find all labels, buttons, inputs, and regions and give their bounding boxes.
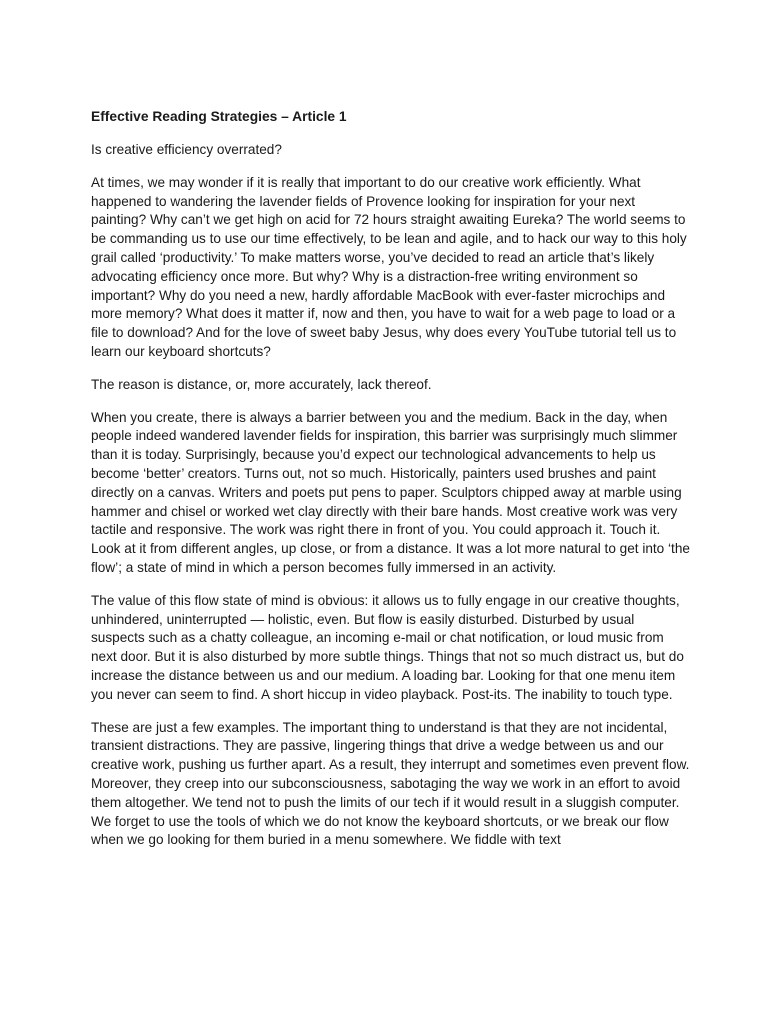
document-subtitle: Is creative efficiency overrated? xyxy=(91,142,282,157)
paragraph-distance: The reason is distance, or, more accurately, lack thereof. xyxy=(91,376,432,392)
document-title: Effective Reading Strategies – Article 1 xyxy=(91,109,347,124)
paragraph-intro: At times, we may wonder if it is really that important to do our creative work efficiently. What happened to wandering the lavender fields of Provence looking for inspiration for your next painting? Why can’t we get high on acid for 72 hours straight awaiting Eureka? The world seems to be commanding us to use our time effectively, to be lean and agile, and to hack our way to this holy grail called ‘productivity.’ To make matters worse, you’ve decided to read an article that’s likely advocating efficiency once more. But why? Why is a distraction-free writing environment so important? Why do you need a new, hardly affordable MacBook with ever-faster microchips and more memory? What does it matter if, now and then, you have to wait for a web page to load or a file to download? And for the love of sweet baby Jesus, why does every YouTube tutorial tell us to learn our keyboard shortcuts? xyxy=(91,174,687,359)
paragraph-flow-value: The value of this flow state of mind is obvious: it allows us to fully engage in our creative thoughts, unhindered, uninterrupted — holistic, even. But flow is easily disturbed. Disturbed by usual suspects such as a chatty colleague, an incoming e-mail or chat notification, or loud music from next door. But it is also disturbed by more subtle things. Things that not so much distract us, but do increase the distance between us and our medium. A loading bar. Looking for that one menu item you never can seem to find. A short hiccup in video playback. Post-its. The inability to touch type. xyxy=(91,592,684,702)
paragraph-examples: These are just a few examples. The important thing to understand is that they are not incidental, transient distractions. They are passive, lingering things that drive a wedge between us and our creative work, pushing us further apart. As a result, they interrupt and sometimes even prevent flow. Moreover, they creep into our subconsciousness, sabotaging the way we work in an effort to avoid them altogether. We tend not to push the limits of our tech if it would result in a sluggish computer. We forget to use the tools of which we do not know the keyboard shortcuts, or we break our flow when we go looking for them buried in a menu somewhere. We fiddle with text xyxy=(91,719,690,848)
document-body xyxy=(91,107,691,864)
paragraph-barrier: When you create, there is always a barrier between you and the medium. Back in the day, when people indeed wandered lavender fields for inspiration, this barrier was surprisingly much slimmer than it is today. Surprisingly, because you’d expect our technological advancements to help us become ‘better’ creators. Turns out, not so much. Historically, painters used brushes and paint directly on a canvas. Writers and poets put pens to paper. Sculptors chipped away at marble using hammer and chisel or worked wet clay directly with their bare hands. Most creative work was very tactile and responsive. The work was right there in front of you. You could approach it. Touch it. Look at it from different angles, up close, or from a distance. It was a lot more natural to get into ‘the flow’; a state of mind in which a person becomes fully immersed in an activity. xyxy=(91,409,690,575)
